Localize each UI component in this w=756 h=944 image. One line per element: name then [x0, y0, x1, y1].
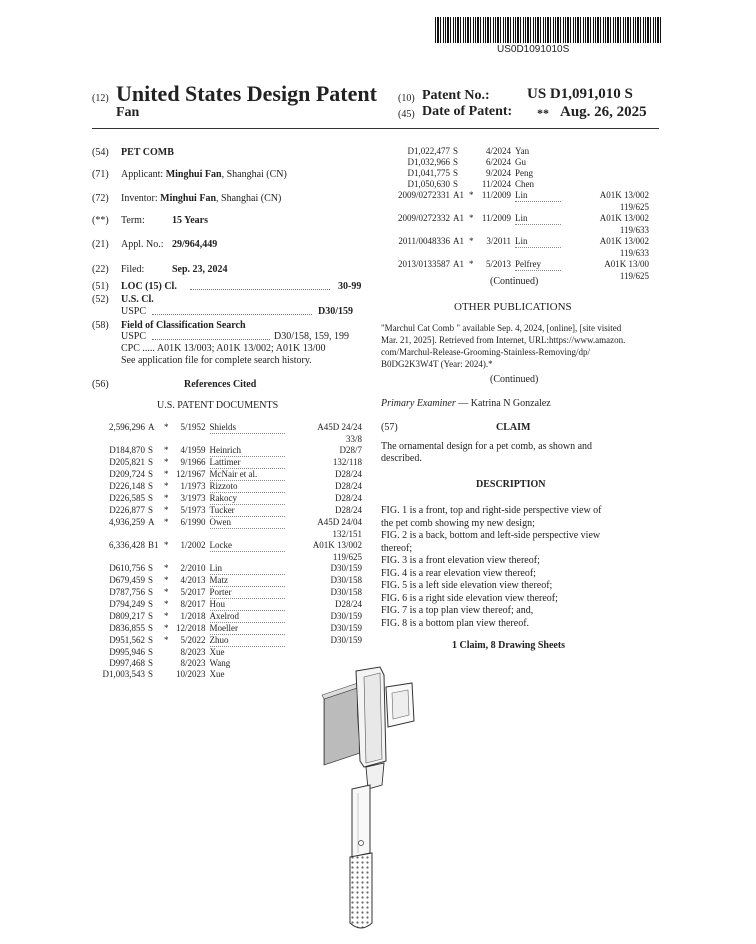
reference-row-continuation [92, 552, 362, 564]
claim-heading: CLAIM [496, 422, 531, 433]
ref-class: D30/159 [330, 634, 362, 645]
reference-row [383, 213, 649, 225]
ref-date: 12/2018 [176, 622, 206, 633]
ref-number: 4,936,259 [109, 516, 145, 527]
field-57-code: (57) [381, 422, 398, 433]
header-rule [92, 128, 659, 129]
reference-row [92, 505, 362, 517]
ref-name: Shields [210, 422, 285, 434]
ref-star: * [164, 563, 169, 573]
ref-kind: S [148, 658, 154, 668]
reference-row-continuation [383, 225, 649, 237]
ref-kind: S [148, 610, 154, 621]
field-search-label: Field of Classification Search [121, 320, 246, 331]
ref-class [561, 168, 649, 179]
ref-class: A01K 13/00 [604, 259, 649, 269]
ref-kind: A1 [453, 236, 464, 246]
ref-date: 12/1967 [176, 468, 206, 479]
ref-number: D951,562 [109, 634, 145, 645]
continued-refs: (Continued) [490, 276, 539, 287]
code-12: (12) [92, 93, 109, 104]
ref-date: 8/2023 [180, 646, 206, 657]
field-search-dots [152, 339, 270, 340]
inventor-name: Minghui Fan [160, 193, 217, 204]
ref-star: * [164, 622, 169, 633]
ref-number: 6,336,428 [109, 540, 145, 550]
claim-text-line-2: described. [381, 453, 422, 464]
ref-class-continuation: 33/8 [345, 434, 362, 444]
ref-kind: S [453, 179, 459, 189]
ref-name: Moeller [210, 623, 285, 635]
ref-date: 9/2024 [485, 168, 511, 178]
ref-name: Chen [515, 179, 534, 189]
references-table-left [92, 422, 362, 680]
ref-class: A01K 13/002 [312, 540, 362, 550]
ref-name: Peng [515, 168, 533, 178]
ref-date: 3/2011 [486, 236, 511, 246]
reference-row [383, 146, 649, 157]
ref-kind: S [148, 492, 154, 503]
ref-class: D30/159 [330, 563, 362, 573]
field-72-code: (72) [92, 193, 109, 204]
ref-class [561, 157, 649, 168]
applicant-field [121, 169, 287, 181]
ref-star: * [164, 598, 169, 609]
ref-kind: S [148, 445, 154, 455]
ref-kind: S [148, 634, 154, 645]
ref-kind: S [148, 504, 154, 515]
references-table-right [383, 146, 649, 282]
reference-row [383, 259, 649, 271]
ref-number: D679,459 [109, 574, 145, 585]
ref-star [469, 179, 481, 190]
ref-number: D226,877 [109, 504, 145, 515]
patent-title: United States Design Patent [116, 81, 377, 106]
loc-dots [190, 289, 330, 290]
description-list [381, 505, 656, 630]
ref-date: 1/1973 [180, 480, 206, 491]
ref-number: D1,003,543 [102, 669, 145, 679]
field-22-code: (22) [92, 264, 109, 275]
claims-drawings-summary: 1 Claim, 8 Drawing Sheets [452, 640, 566, 651]
ref-class: D28/24 [335, 504, 362, 515]
inventor-short: Fan [116, 105, 140, 120]
ref-name: Hou [210, 599, 285, 611]
ref-name: Heinrich [210, 445, 285, 457]
field-21-code: (21) [92, 239, 109, 250]
filed-value: Sep. 23, 2024 [172, 264, 228, 275]
ref-class: D28/24 [335, 492, 362, 503]
reference-row [92, 422, 362, 434]
ref-date: 4/2013 [180, 574, 206, 585]
patent-date: Aug. 26, 2025 [560, 104, 647, 120]
ref-kind: A [148, 422, 155, 432]
ref-date: 5/2017 [180, 586, 206, 597]
ref-kind: S [453, 146, 459, 156]
ref-date: 5/2013 [485, 259, 511, 269]
ref-class: D30/159 [330, 610, 362, 621]
ref-kind: S [453, 168, 459, 178]
ref-kind: S [148, 468, 154, 479]
date-label: Date of Patent: [422, 104, 513, 119]
ref-star: * [164, 422, 169, 432]
applicant-label: Applicant: [121, 169, 164, 180]
ref-number: D226,148 [109, 480, 145, 491]
ref-number: 2013/0133587 [397, 259, 450, 269]
ref-date: 11/2024 [481, 179, 511, 189]
ref-class: D30/158 [330, 586, 362, 597]
ref-star: * [469, 236, 474, 246]
description-line: FIG. 3 is a front elevation view thereof; [381, 555, 540, 566]
ref-class: D28/24 [335, 598, 362, 609]
field-search-see: See application file for complete search history. [121, 355, 312, 366]
ref-class [285, 647, 362, 659]
reference-row [92, 587, 362, 599]
ref-star [469, 157, 481, 168]
code-10: (10) [398, 93, 415, 104]
ref-name: Tucker [210, 505, 285, 517]
publication-line-4: B0DG2K3W4T (Year: 2024).* [381, 359, 493, 369]
ref-star: * [469, 259, 474, 269]
ref-class-continuation: 132/151 [332, 529, 362, 539]
ref-name: Xue [209, 669, 225, 679]
patent-number: US D1,091,010 S [527, 86, 633, 102]
title-pet-comb: PET COMB [121, 147, 174, 158]
reference-row [92, 623, 362, 635]
ref-class-continuation: 119/633 [619, 248, 649, 258]
ref-star: * [164, 586, 169, 597]
ref-class: A45D 24/24 [317, 422, 362, 432]
ref-number: D1,041,775 [407, 168, 450, 178]
ref-date: 3/1973 [180, 492, 206, 503]
reference-row [383, 236, 649, 248]
term-code: (**) [92, 215, 109, 226]
ref-class-continuation: 119/625 [619, 202, 649, 212]
field-52-code: (52) [92, 294, 109, 305]
primary-examiner-label: Primary Examiner [381, 398, 456, 409]
ref-name: Owen [210, 517, 285, 529]
ref-name: McNair et al. [210, 469, 285, 481]
ref-name: Lin [515, 236, 561, 248]
ref-date: 2/2010 [180, 563, 206, 573]
ref-number: 2011/0048336 [398, 236, 450, 246]
ref-star [469, 168, 481, 179]
ref-name: Lin [515, 213, 561, 225]
loc-label: LOC (15) Cl. [121, 281, 177, 292]
references-cited-label: References Cited [184, 379, 257, 390]
ref-star: * [164, 540, 169, 550]
field-search-uspc: USPC [121, 331, 147, 342]
description-line: FIG. 2 is a back, bottom and left-side perspective view [381, 530, 601, 541]
ref-class: A45D 24/04 [317, 516, 362, 527]
patent-no-label: Patent No.: [422, 88, 490, 103]
reference-row-continuation [383, 202, 649, 214]
ref-name: Rizzoto [210, 481, 285, 493]
ref-star: * [164, 480, 169, 491]
ref-star: * [164, 634, 169, 645]
ref-star: * [164, 574, 169, 585]
ref-star: * [164, 468, 169, 479]
ref-star: * [469, 190, 474, 200]
ref-class: 132/118 [332, 456, 362, 467]
reference-row-continuation [92, 529, 362, 541]
ref-kind: S [148, 563, 154, 573]
appl-no-value: 29/964,449 [172, 239, 218, 250]
field-58-code: (58) [92, 320, 109, 331]
date-stars: ** [537, 106, 549, 120]
code-45: (45) [398, 109, 415, 120]
reference-row [92, 493, 362, 505]
primary-examiner [381, 398, 551, 410]
reference-row [92, 457, 362, 469]
continued-pubs: (Continued) [490, 374, 539, 385]
ref-kind: S [148, 622, 154, 633]
ref-class-continuation: 119/625 [332, 552, 362, 562]
ref-number: D1,032,966 [407, 157, 450, 167]
ref-date: 1/2018 [180, 610, 206, 621]
reference-row-continuation [383, 248, 649, 260]
ref-date: 6/1990 [180, 516, 206, 527]
reference-row [383, 157, 649, 168]
ref-class: D30/159 [330, 622, 362, 633]
ref-number: D1,022,477 [407, 146, 450, 156]
ref-name: Wang [209, 658, 231, 668]
ref-star: * [164, 445, 169, 455]
applicant-name: Minghui Fan [165, 169, 222, 180]
ref-class [561, 146, 649, 157]
ref-name: Zhuo [210, 635, 285, 647]
ref-star [164, 647, 176, 659]
ref-name: Gu [515, 157, 526, 167]
ref-star: * [164, 504, 169, 515]
ref-name: Lin [515, 190, 561, 202]
reference-row [92, 445, 362, 457]
loc-value: 30-99 [338, 281, 362, 292]
ref-number: D184,870 [109, 445, 145, 455]
us-patent-documents-label: U.S. PATENT DOCUMENTS [157, 400, 279, 411]
ref-date: 11/2009 [481, 190, 511, 200]
ref-star: * [469, 213, 474, 223]
reference-row [383, 168, 649, 179]
barcode-number: US0D1091010S [497, 44, 570, 55]
description-line: FIG. 1 is a front, top and right-side perspective view of [381, 505, 602, 516]
ref-star [469, 146, 481, 157]
ref-number: D205,821 [109, 456, 145, 467]
description-line: FIG. 6 is a right side elevation view thereof; [381, 592, 558, 604]
ref-date: 9/1966 [180, 456, 206, 467]
us-cl-label: U.S. Cl. [121, 294, 154, 305]
ref-kind: B1 [148, 540, 159, 550]
ref-kind: A1 [453, 259, 464, 269]
description-heading: DESCRIPTION [476, 479, 546, 490]
inventor-location: , Shanghai (CN) [216, 193, 282, 204]
reference-row [383, 190, 649, 202]
ref-kind: S [148, 598, 154, 609]
ref-number: D997,468 [109, 658, 145, 668]
ref-name: Matz [210, 575, 285, 587]
reference-row [92, 563, 362, 575]
ref-date: 11/2009 [481, 213, 511, 223]
term-label: Term: [121, 215, 145, 226]
field-71-code: (71) [92, 169, 109, 180]
ref-class: D28/24 [335, 480, 362, 491]
ref-kind: S [148, 646, 154, 657]
description-line: the pet comb showing my new design; [381, 517, 535, 529]
field-search-uspc-values: D30/158, 159, 199 [274, 331, 349, 342]
ref-kind: S [453, 157, 459, 167]
description-line: FIG. 8 is a bottom plan view thereof. [381, 617, 530, 629]
reference-row [92, 517, 362, 529]
reference-row [92, 611, 362, 623]
reference-row-continuation [92, 434, 362, 446]
ref-date: 4/2024 [485, 146, 511, 156]
ref-date: 8/2017 [180, 598, 206, 609]
ref-number: D209,724 [109, 468, 145, 479]
barcode [435, 17, 663, 43]
us-cl-value: D30/159 [318, 306, 353, 317]
ref-class: A01K 13/002 [599, 190, 649, 200]
ref-name: Yan [515, 146, 530, 156]
ref-number: 2009/0272331 [397, 190, 450, 200]
ref-date: 5/1973 [180, 504, 206, 515]
reference-row [92, 647, 362, 659]
description-line: thereof; [381, 542, 413, 554]
other-publications-label: OTHER PUBLICATIONS [454, 301, 572, 313]
field-search-cpc: CPC ..... A01K 13/003; A01K 13/002; A01K 13/00 [121, 343, 326, 354]
field-56-code: (56) [92, 379, 109, 390]
field-51-code: (51) [92, 281, 109, 292]
ref-name: Porter [210, 587, 285, 599]
description-line: FIG. 4 is a rear elevation view thereof; [381, 567, 536, 579]
ref-date: 5/2022 [180, 634, 206, 645]
ref-date: 6/2024 [485, 157, 511, 167]
ref-number: D995,946 [109, 646, 145, 657]
ref-date: 8/2023 [180, 658, 206, 668]
ref-date: 5/1952 [180, 422, 206, 432]
primary-examiner-name: — Katrina N Gonzalez [458, 398, 551, 409]
ref-number: 2009/0272332 [397, 213, 450, 223]
ref-kind: A [148, 516, 155, 527]
ref-class [561, 179, 649, 190]
ref-name: Lin [210, 563, 285, 575]
inventor-field [121, 193, 281, 205]
reference-row [92, 469, 362, 481]
reference-row [92, 599, 362, 611]
ref-kind: S [148, 456, 154, 467]
publication-line-1: "Marchul Cat Comb " available Sep. 4, 2024, [online], [site visited [381, 323, 622, 333]
ref-number: D836,855 [109, 622, 145, 633]
filed-label: Filed: [121, 264, 145, 275]
ref-star [164, 658, 176, 669]
ref-class: A01K 13/002 [599, 236, 649, 246]
reference-row [383, 179, 649, 190]
ref-number: D1,050,630 [407, 179, 450, 189]
description-line: FIG. 7 is a top plan view thereof; and, [381, 605, 534, 616]
pet-comb-drawing [300, 665, 440, 935]
ref-name: Locke [210, 540, 285, 552]
ref-kind: S [148, 669, 154, 679]
ref-class-continuation: 119/633 [619, 225, 649, 235]
ref-name: Xue [209, 647, 225, 657]
ref-date: 4/1959 [180, 445, 206, 455]
ref-name: Rakocy [210, 493, 285, 505]
ref-class: D28/24 [335, 468, 362, 479]
ref-star: * [164, 492, 169, 503]
ref-number: D809,217 [109, 610, 145, 621]
ref-class: A01K 13/002 [599, 213, 649, 223]
ref-kind: S [148, 586, 154, 597]
ref-kind: S [148, 574, 154, 585]
description-line: FIG. 5 is a left side elevation view thereof; [381, 580, 553, 591]
reference-row [92, 540, 362, 552]
ref-name: Pelfrey [515, 259, 561, 271]
ref-class-continuation: 119/625 [619, 271, 649, 281]
ref-date: 10/2023 [176, 669, 206, 679]
ref-class: D28/7 [339, 445, 362, 455]
ref-number: D794,249 [109, 598, 145, 609]
reference-row [92, 575, 362, 587]
reference-row [92, 481, 362, 493]
ref-name: Axelrod [210, 611, 285, 623]
ref-number: D226,585 [109, 492, 145, 503]
ref-number: D787,756 [109, 586, 145, 597]
ref-number: D610,756 [109, 563, 145, 573]
ref-name: Lattimer [210, 457, 285, 469]
ref-star: * [164, 456, 169, 467]
claim-text-line-1: The ornamental design for a pet comb, as shown and [381, 441, 593, 452]
publication-line-2: Mar. 21, 2025]. Retrieved from Internet, URL:https://www.amazon. [381, 335, 626, 345]
term-value: 15 Years [172, 215, 209, 226]
ref-number: 2,596,296 [109, 422, 145, 432]
ref-date: 1/2002 [180, 540, 206, 550]
ref-kind: A1 [453, 190, 464, 200]
us-cl-uspc: USPC [121, 306, 147, 317]
us-cl-dots [152, 314, 312, 315]
ref-class: D30/158 [330, 574, 362, 585]
applicant-location: , Shanghai (CN) [221, 169, 287, 180]
ref-star: * [164, 610, 169, 621]
ref-kind: S [148, 480, 154, 491]
reference-row [92, 635, 362, 647]
ref-star: * [164, 516, 169, 527]
publication-line-3: com/Marchul-Release-Grooming-Stainless-Removing/dp/ [381, 347, 590, 357]
ref-star [164, 669, 176, 680]
appl-no-label: Appl. No.: [121, 239, 164, 250]
field-54-code: (54) [92, 147, 109, 158]
inventor-label: Inventor: [121, 193, 158, 204]
ref-kind: A1 [453, 213, 464, 223]
